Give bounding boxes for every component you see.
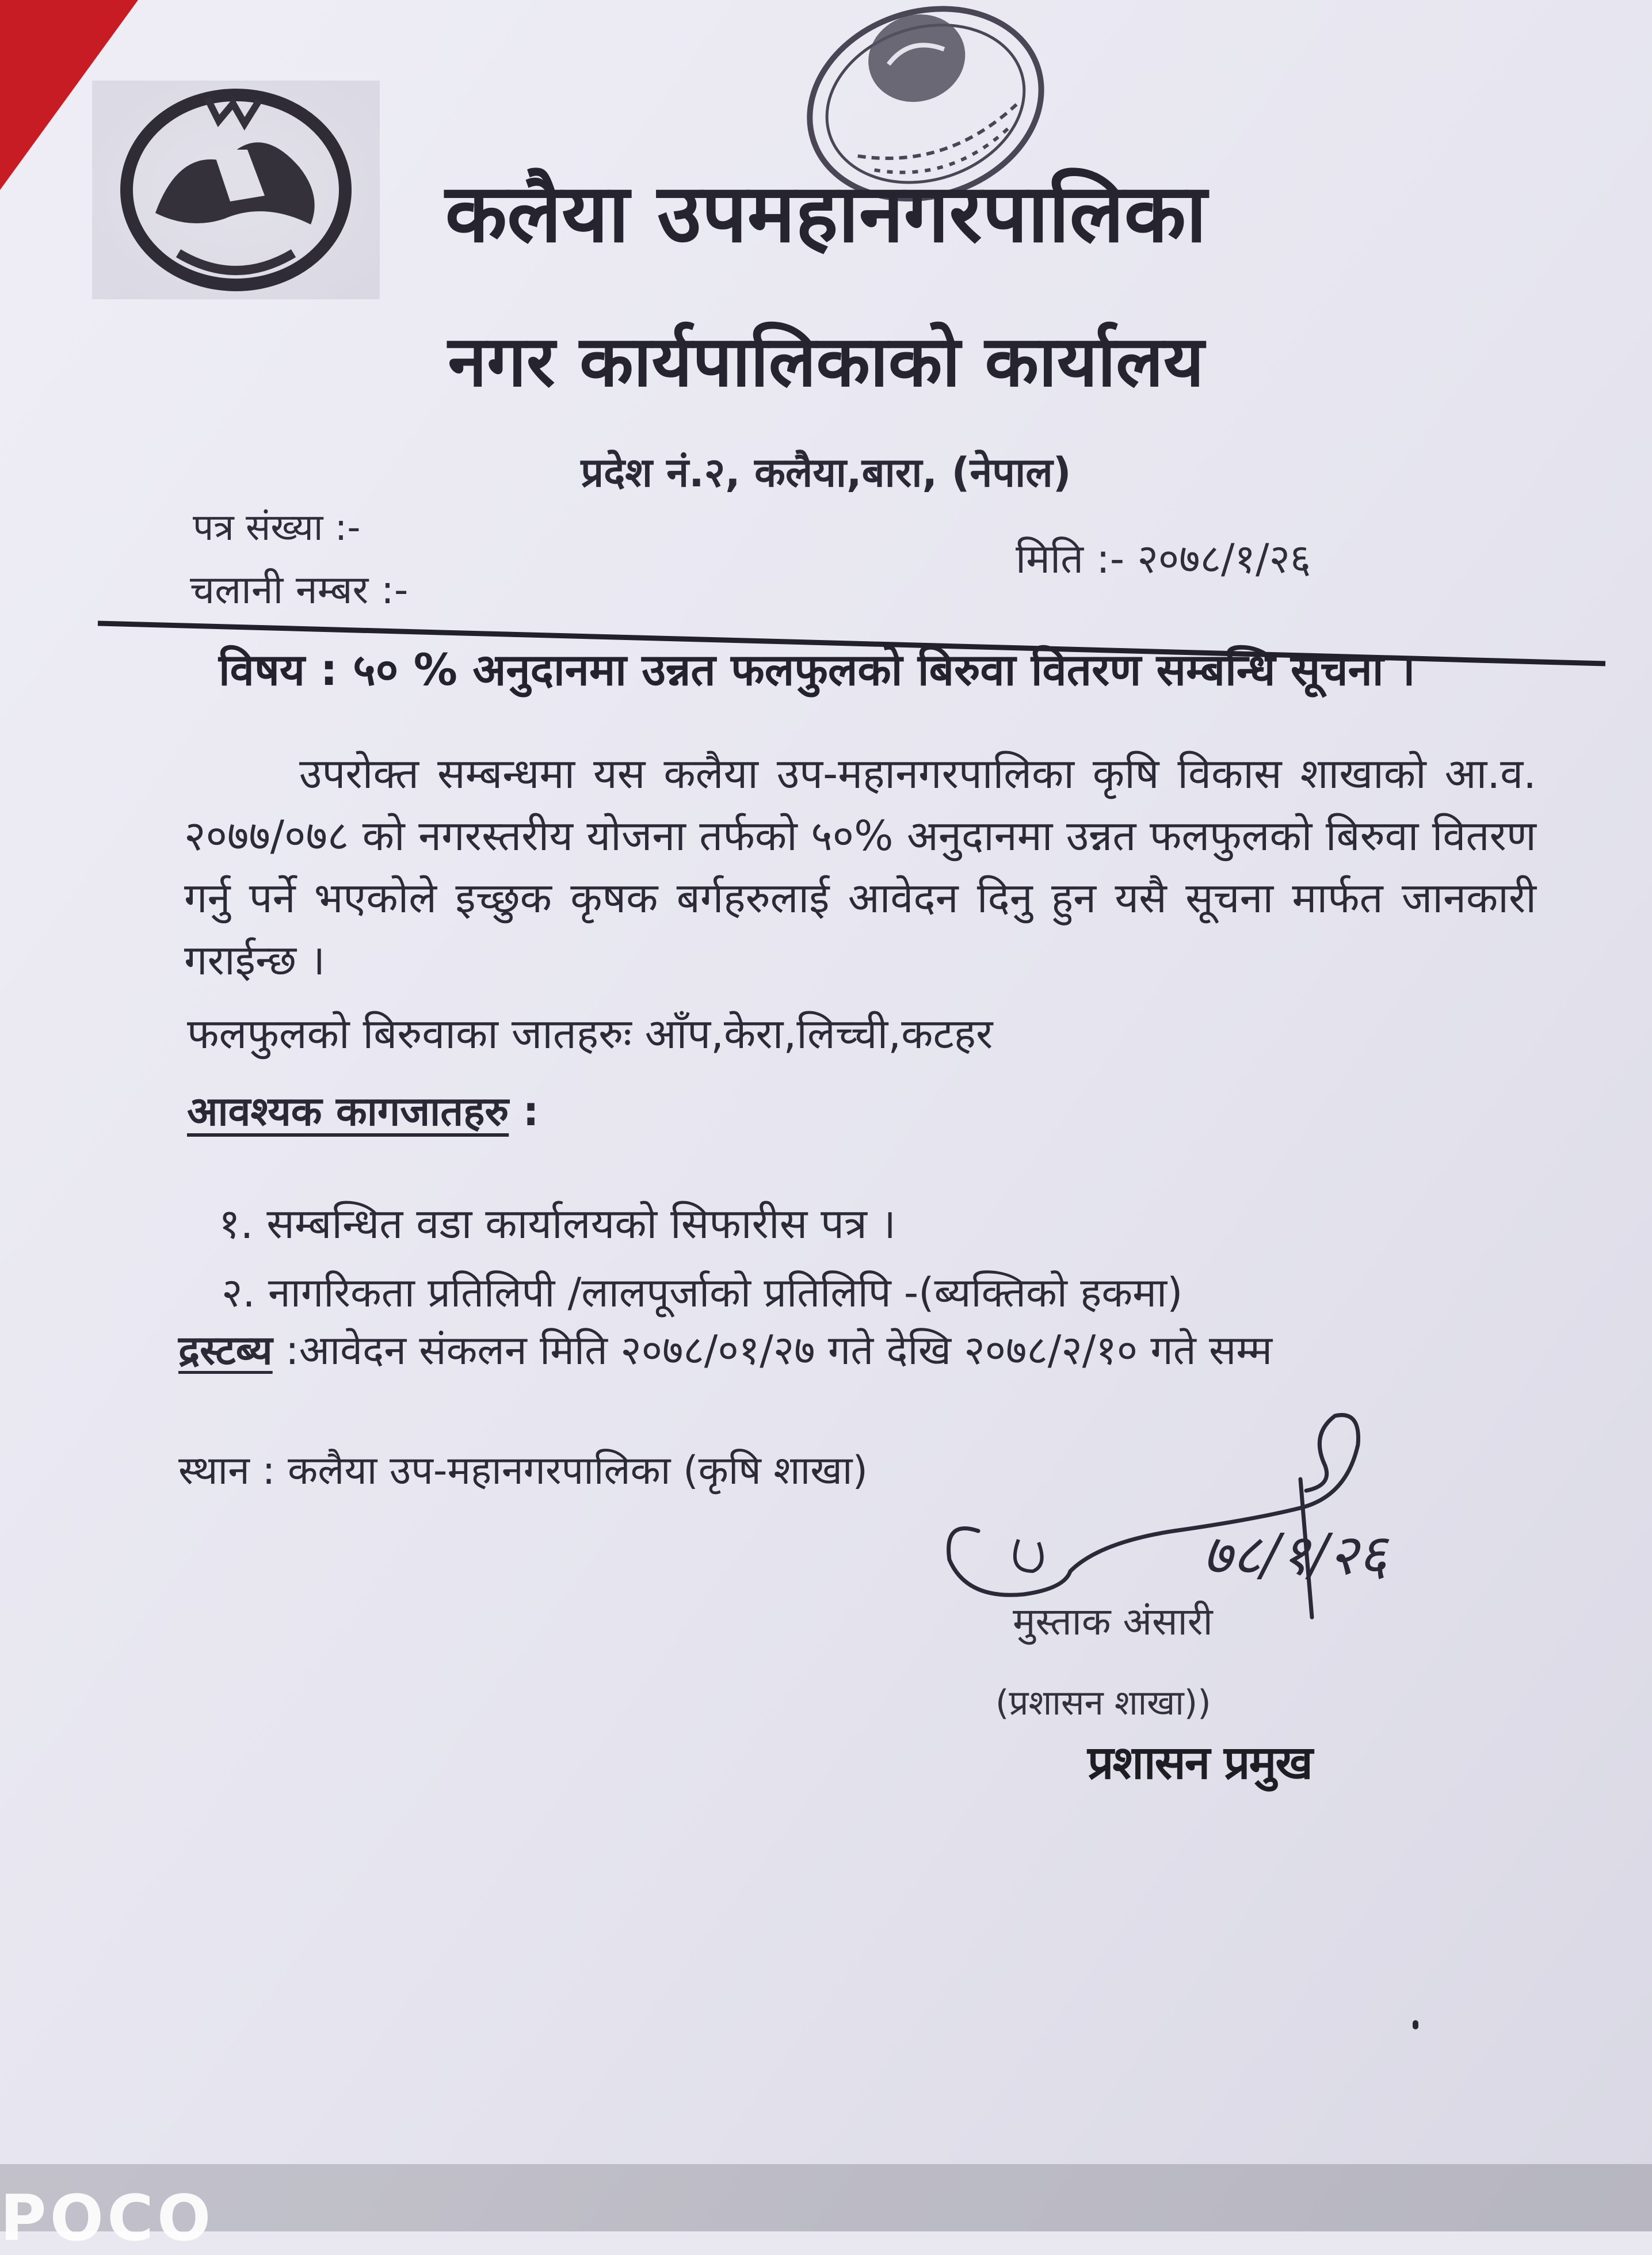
required-documents-heading-suffix: :: [509, 1088, 539, 1135]
signatory-branch: (प्रशासन शाखा)): [995, 1683, 1211, 1723]
signatory-title-stamp: प्रशासन प्रमुख: [1088, 1736, 1312, 1789]
municipality-title: कलैया उपमहानगरपालिका: [445, 167, 1207, 261]
office-subtitle: नगर कार्यपालिकाको कार्यालय: [448, 321, 1204, 402]
notice-subject: विषय : ५० % अनुदानमा उन्नत फलफुलको बिरुवा वितरण सम्बन्धि सूचना ।: [219, 644, 1416, 695]
document-item-2: २. नागरिकता प्रतिलिपी /लालपूर्जाको प्रतिलिपि -(ब्यक्तिको हकमा): [222, 1269, 1183, 1316]
notice-body-paragraph: उपरोक्त सम्बन्धमा यस कलैया उप-महानगरपालिका कृषि विकास शाखाको आ.व. २०७७/०७८ को नगरस्तरीय योजना तर्फको ५०% अनुदानमा उन्नत फलफुलको बिरुवा वितरण गर्नु पर्ने भएकोले इच्छुक कृषक बर्गहरुलाई आवेदन दिनु हुन यसै सूचना मार्फत जानकारी गराईन्छ ।: [184, 749, 1536, 984]
location-line: स्थान : कलैया उप-महानगरपालिका (कृषि शाखा): [178, 1448, 868, 1494]
dispatch-number-label: चलानी नम्बर :-: [190, 567, 409, 613]
document-item-1: १. सम्बन्धित वडा कार्यालयको सिफारीस पत्र ।: [219, 1199, 896, 1248]
letter-number-label: पत्र संख्या :-: [193, 506, 361, 549]
signatory-name: मुस्ताक अंसारी: [1013, 1599, 1213, 1644]
note-text: :आवेदन संकलन मिति २०७८/०१/२७ गते देखि २०७८/२/१० गते सम्म: [272, 1327, 1273, 1374]
fruit-varieties-line: फलफुलको बिरुवाका जातहरुः आँप,केरा,लिच्ची,कटहर: [187, 1010, 993, 1058]
required-documents-heading-text: आवश्यक कागजातहरु: [187, 1088, 509, 1135]
collection-period-note: [178, 1318, 1444, 1382]
camera-watermark: POCO: [0, 2181, 215, 2255]
note-label: द्रस्टब्य: [178, 1327, 273, 1374]
handwritten-date: ७८/१/२६: [1203, 1522, 1387, 1588]
office-address: प्रदेश नं.२, कलैया,बारा, (नेपाल): [581, 449, 1071, 496]
paper-speck: [1413, 2020, 1418, 2029]
letter-date: मिति :- २०७८/१/२६: [1016, 535, 1311, 582]
required-documents-heading: [187, 1082, 539, 1137]
